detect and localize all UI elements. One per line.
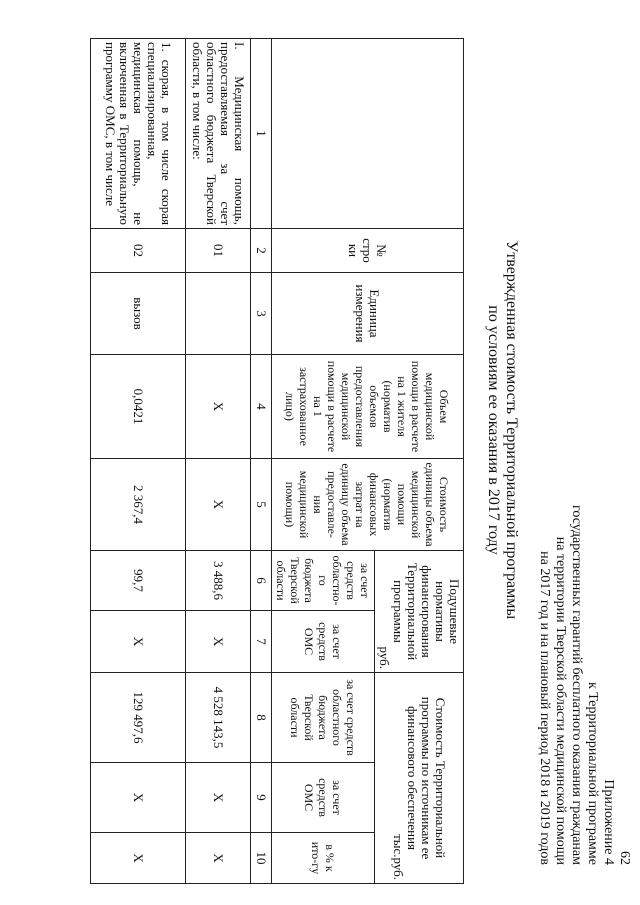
row-total-budget: 129 497,6 — [91, 673, 186, 763]
row-percent: X — [91, 833, 186, 884]
header-per-capita-oms: за счет средств ОМС — [272, 611, 375, 673]
per-capita-group-title: Подушевые нормативы финансирования Территориальной программы — [391, 562, 462, 661]
row-line-number: 01 — [186, 229, 251, 273]
row-unit-cost: 2 367,4 — [91, 459, 186, 551]
per-capita-group-unit: руб. — [377, 646, 392, 670]
column-number: 8 — [251, 673, 272, 763]
annex-heading — [536, 305, 616, 865]
column-number: 6 — [251, 551, 272, 611]
column-number: 7 — [251, 611, 272, 673]
row-per-capita-budget: 3 488,6 — [186, 551, 251, 611]
annex-line-1: Приложение 4 — [601, 779, 616, 865]
total-group-unit: тыс.руб. — [391, 834, 406, 881]
header-per-capita-budget: за счет средств областно-го бюджета Тверской области — [272, 551, 375, 611]
row-total-oms: X — [91, 763, 186, 833]
header-volume: Объем медицинской помощи в расчете на 1 жителя (норматив объемов предоставления медицинской помощи в расчете на 1 застрахованное лицо) — [272, 355, 464, 459]
header-name-cell — [272, 39, 464, 229]
annex-line-4: на территории Тверской области медицинской помощи — [553, 536, 568, 865]
column-number: 3 — [251, 273, 272, 355]
row-volume: X — [186, 355, 251, 459]
column-number: 9 — [251, 763, 272, 833]
header-per-capita-group — [375, 551, 464, 673]
row-total-oms: X — [186, 763, 251, 833]
header-percent: в % к ито-гу — [272, 833, 375, 884]
row-total-budget: 4 528 143,5 — [186, 673, 251, 763]
row-percent: X — [186, 833, 251, 884]
row-per-capita-budget: 99,7 — [91, 551, 186, 611]
annex-line-5: на 2017 год и на плановый период 2018 и 2019 годов — [537, 551, 552, 865]
title-line-2: по условиям ее оказания в 2017 году — [485, 305, 502, 555]
column-numbers-row — [251, 39, 272, 884]
row-line-number: 02 — [91, 229, 186, 273]
table-row — [91, 39, 186, 884]
column-number: 10 — [251, 833, 272, 884]
annex-line-2: к Территориальной программе — [585, 681, 600, 865]
document-title — [484, 110, 520, 750]
header-total-group — [375, 673, 464, 884]
row-unit: вызов — [91, 273, 186, 355]
row-name: I. Медицинская помощь, предоставляемая за счет областного бюджета Тверской области, в том числе: — [186, 39, 251, 229]
header-unit-cost: Стоимость единицы объема медицинской помощи (норматив финансовых затрат на единицу объема предоставле-ния медицинской помощи) — [272, 459, 464, 551]
row-name: 1. скорая, в том числе скорая специализированная, медицинская помощь, не включенная в Территориальную программу ОМС, в том числе — [91, 39, 186, 229]
header-line-number: № стро ки — [272, 229, 464, 273]
row-per-capita-oms: X — [186, 611, 251, 673]
title-line-1: Утвержденная стоимость Территориальной программы — [503, 240, 520, 620]
total-group-title: Стоимость Территориальной программы по источникам ее финансового обеспечения — [405, 696, 448, 860]
cost-table — [90, 38, 464, 884]
column-number: 2 — [251, 229, 272, 273]
header-total-budget: за счет средств областного бюджета Тверской области — [272, 673, 375, 763]
header-unit: Единица измерения — [272, 273, 464, 355]
row-unit — [186, 273, 251, 355]
header-total-oms: за счет средств ОМС — [272, 763, 375, 833]
column-number: 5 — [251, 459, 272, 551]
row-volume: 0,0421 — [91, 355, 186, 459]
column-number: 1 — [251, 39, 272, 229]
page-number: 62 — [617, 851, 632, 865]
row-unit-cost: X — [186, 459, 251, 551]
header-row-1 — [375, 39, 464, 884]
annex-line-3: государственных гарантий бесплатного оказания гражданам — [569, 504, 584, 865]
row-per-capita-oms: X — [91, 611, 186, 673]
column-number: 4 — [251, 355, 272, 459]
table-row — [186, 39, 251, 884]
